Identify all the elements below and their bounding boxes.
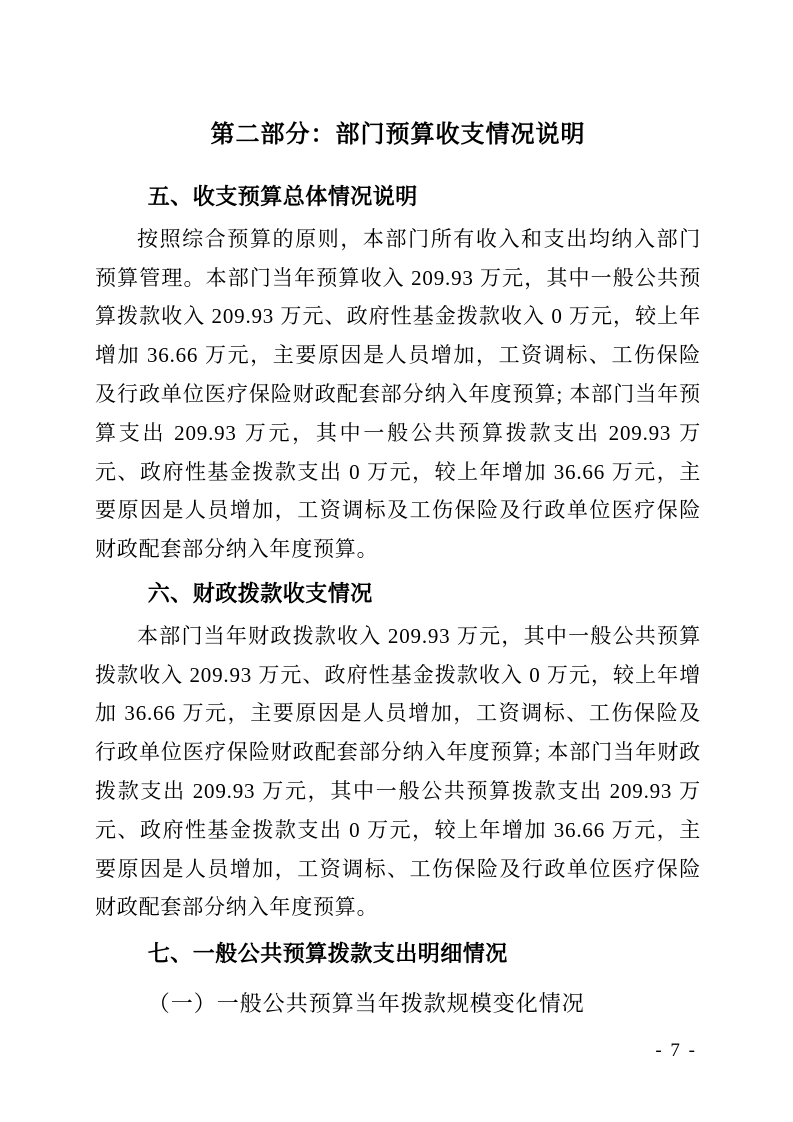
section-5-heading: 五、收支预算总体情况说明 — [147, 184, 418, 209]
section-public-budget-detail — [95, 935, 701, 1024]
section-6-paragraph: 本部门当年财政拨款收入 209.93 万元，其中一般公共预算拨款收入 209.93 万元、政府性基金拨款收入 0 万元，较上年增加 36.66 万元，主要原因是人员增加，工资调标、工伤保险及行政单位医疗保险财政配套部分纳入年度预算; 本部门当年财政拨款支出 209.93 万元，其中一般公共预算拨款支出 209.93 万元、政府性基金拨款支出 0 万元，较上年增加 36.66 万元，主要原因是人员增加，工资调标、工伤保险及行政单位医疗保险财政配套部分纳入年度预算。 — [95, 623, 701, 920]
section-fiscal-appropriation — [95, 575, 701, 927]
section-5-paragraph: 按照综合预算的原则，本部门所有收入和支出均纳入部门预算管理。本部门当年预算收入 209.93 万元，其中一般公共预算拨款收入 209.93 万元、政府性基金拨款收入 0 万元，较上年增加 36.66 万元，主要原因是人员增加，工资调标、工伤保险及行政单位医疗保险财政配套部分纳入年度预算; 本部门当年预算支出 209.93 万元，其中一般公共预算拨款支出 209.93 万元、政府性基金拨款支出 0 万元，较上年增加 36.66 万元，主要原因是人员增加，工资调标及工伤保险及行政单位医疗保险财政配套部分纳入年度预算。 — [95, 226, 701, 562]
section-7-subheading: （一）一般公共预算当年拨款规模变化情况 — [147, 990, 585, 1016]
page-number: - 7 - — [655, 1040, 697, 1061]
section-6-heading: 六、财政拨款收支情况 — [147, 580, 373, 606]
section-7-heading: 七、一般公共预算拨款支出明细情况 — [147, 941, 508, 967]
section-budget-overview — [95, 178, 701, 569]
page-title: 第二部分：部门预算收支情况说明 — [210, 121, 586, 148]
